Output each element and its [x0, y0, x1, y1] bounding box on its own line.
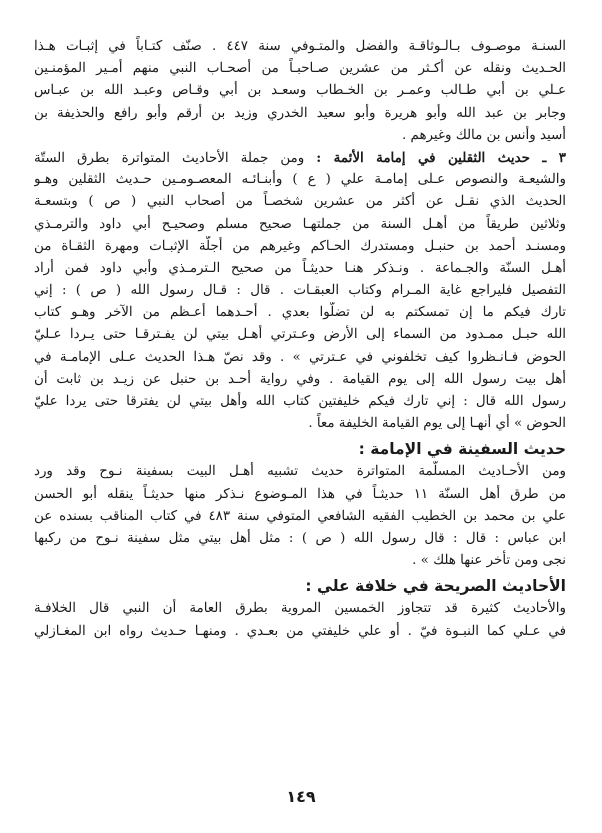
text-line: تارك فيكم ما إن تمسكتم به لن تضلّوا بعدي . أحـدهما أعـظم من الآخر وهـو كتاب [34, 305, 566, 321]
paragraph-hadith-intro [34, 36, 566, 147]
paragraph-thaqalayn [34, 147, 566, 435]
text-line: والأحاديث كثيرة قد تتجاوز الخمسين المروية بطرق العامة أن النبي قال الخلافـة [34, 601, 566, 617]
section-title-line [34, 147, 566, 169]
text-line: نجى ومن تأخر عنها هلك » . [412, 553, 566, 569]
text-line: عـلي بن أبي طـالب وعمـر بن الخـطاب وسعـد بن أبي وقـاص وعبـد الله بن عبـاس [34, 83, 566, 99]
heading-caliphate-hadith: الأحاديث الصريحة في خلافة علي : [305, 577, 566, 596]
text-line: التفصيل فليراجع غاية المـرام وكتاب العبقـات . قال : قـال رسول الله ( ص ) : إني [34, 283, 566, 299]
text-line: علي بن محمد بن الخطيب الفقيه الشافعي المتوفي سنة ٤٨٣ في كتاب المناقب بسنده عن [34, 508, 566, 524]
text-line: الله حبـل ممـدود من السماء إلى الأرض وعـترتي أهـل بيتي لن يفـترقـا حتى يـردا عـليّ [34, 327, 566, 343]
text-line: رسول الله قال : إني تارك فيكم خليفتين كتاب الله وأهل بيتي لن يفترقا حتى يردا عليّ [34, 394, 566, 409]
paragraph-ship [34, 461, 566, 572]
text-line: ابن عباس : قال : قال رسول الله ( ص ) : مثل أهل بيتي مثل سفينة نـوح من ركبها [34, 530, 566, 546]
text-line: السنـة موصـوف بـالـوثاقـة والفضل والمتـوفي سنة ٤٤٧ . صنّف كتـاباً في إثبـات هـذا [34, 39, 566, 54]
text-line: من طرق أهل السنّة ١١ حديثـاً في هذا المـوضوع نـذكر منها حديثـاً ينقله أبو الحسن [34, 486, 566, 502]
text-line: وجابر بن عبد الله وأبو هريرة وأبو سعيد الخدري وزيد بن أرقم وأبو رافع والحذيفة بن [34, 105, 566, 121]
text-line: الحوض » أي أنهـا إلى يوم القيامة الخليفة معاً . [308, 416, 566, 432]
text-line: في عـلي كما النبـوة فيّ . أو علي خليفتي من بعـدي . ومنهـا حـديث رواه ابن المغـازلي [34, 623, 566, 639]
paragraph-caliphate [34, 598, 566, 642]
heading-ship-hadith: حديث السفينة في الإمامة : [358, 440, 566, 459]
text-line: والشيعـة والنصوص عـلى إمامـة علي ( ع ) وأبنـائـه المعصـومـين حـديث الثقلين وهـو [34, 172, 566, 188]
text-line: ومسنـد أحمد بن حنبـل ومستدرك الحـاكم وغيرهم من أجلّة الإثبـات ومهرة الثقـاة من [34, 238, 566, 254]
text-line: الحديث الذي نقـل عن أكثر من عشرين شخصـاً من أصحاب النبي ( ص ) وبتسعـة [34, 194, 566, 210]
text-line: وثلاثين طريقاً من أهـل السنة من جملتهـا صحيح مسلم وصحيـح أبي داود والترمـذي [34, 216, 566, 232]
page-number: ١٤٩ [286, 787, 316, 806]
text-line: أهـل السنّة والجـماعة . ونـذكر هنـا حديثـاً من صحيح الـترمـذي وأبي داود فمن أراد [34, 260, 566, 276]
section-title: ٣ ـ حديث الثقلين في إمامة الأئمة : [316, 149, 566, 166]
text-fragment: ومن جملة الأحاديث المتواترة بطرق الستّة [34, 150, 317, 166]
text-line: ومن الأحـاديث المسلّمة المتواترة حديث تشبيه أهـل البيت بسفينة نـوح وقد ورد [34, 464, 566, 480]
text-line: الحوض فـانـظروا كيف تخلفوني في عـترتي » . وقد نصّ هـذا الحديث عـلى الإمامـة في [34, 349, 566, 365]
text-line: أهل بيت رسول الله إلى يوم القيامة . وفي رواية أحـد بن حنبل عن زيـد بن ثابت أن [34, 371, 566, 387]
text-line: أسيد وأنس بن مالك وغيرهم . [402, 127, 566, 143]
text-line: الحـديث ونقله عن أكـثر من عشرين صـاحبـاً من أصحـاب النبي منهم أمـير المؤمنـين [34, 61, 566, 77]
